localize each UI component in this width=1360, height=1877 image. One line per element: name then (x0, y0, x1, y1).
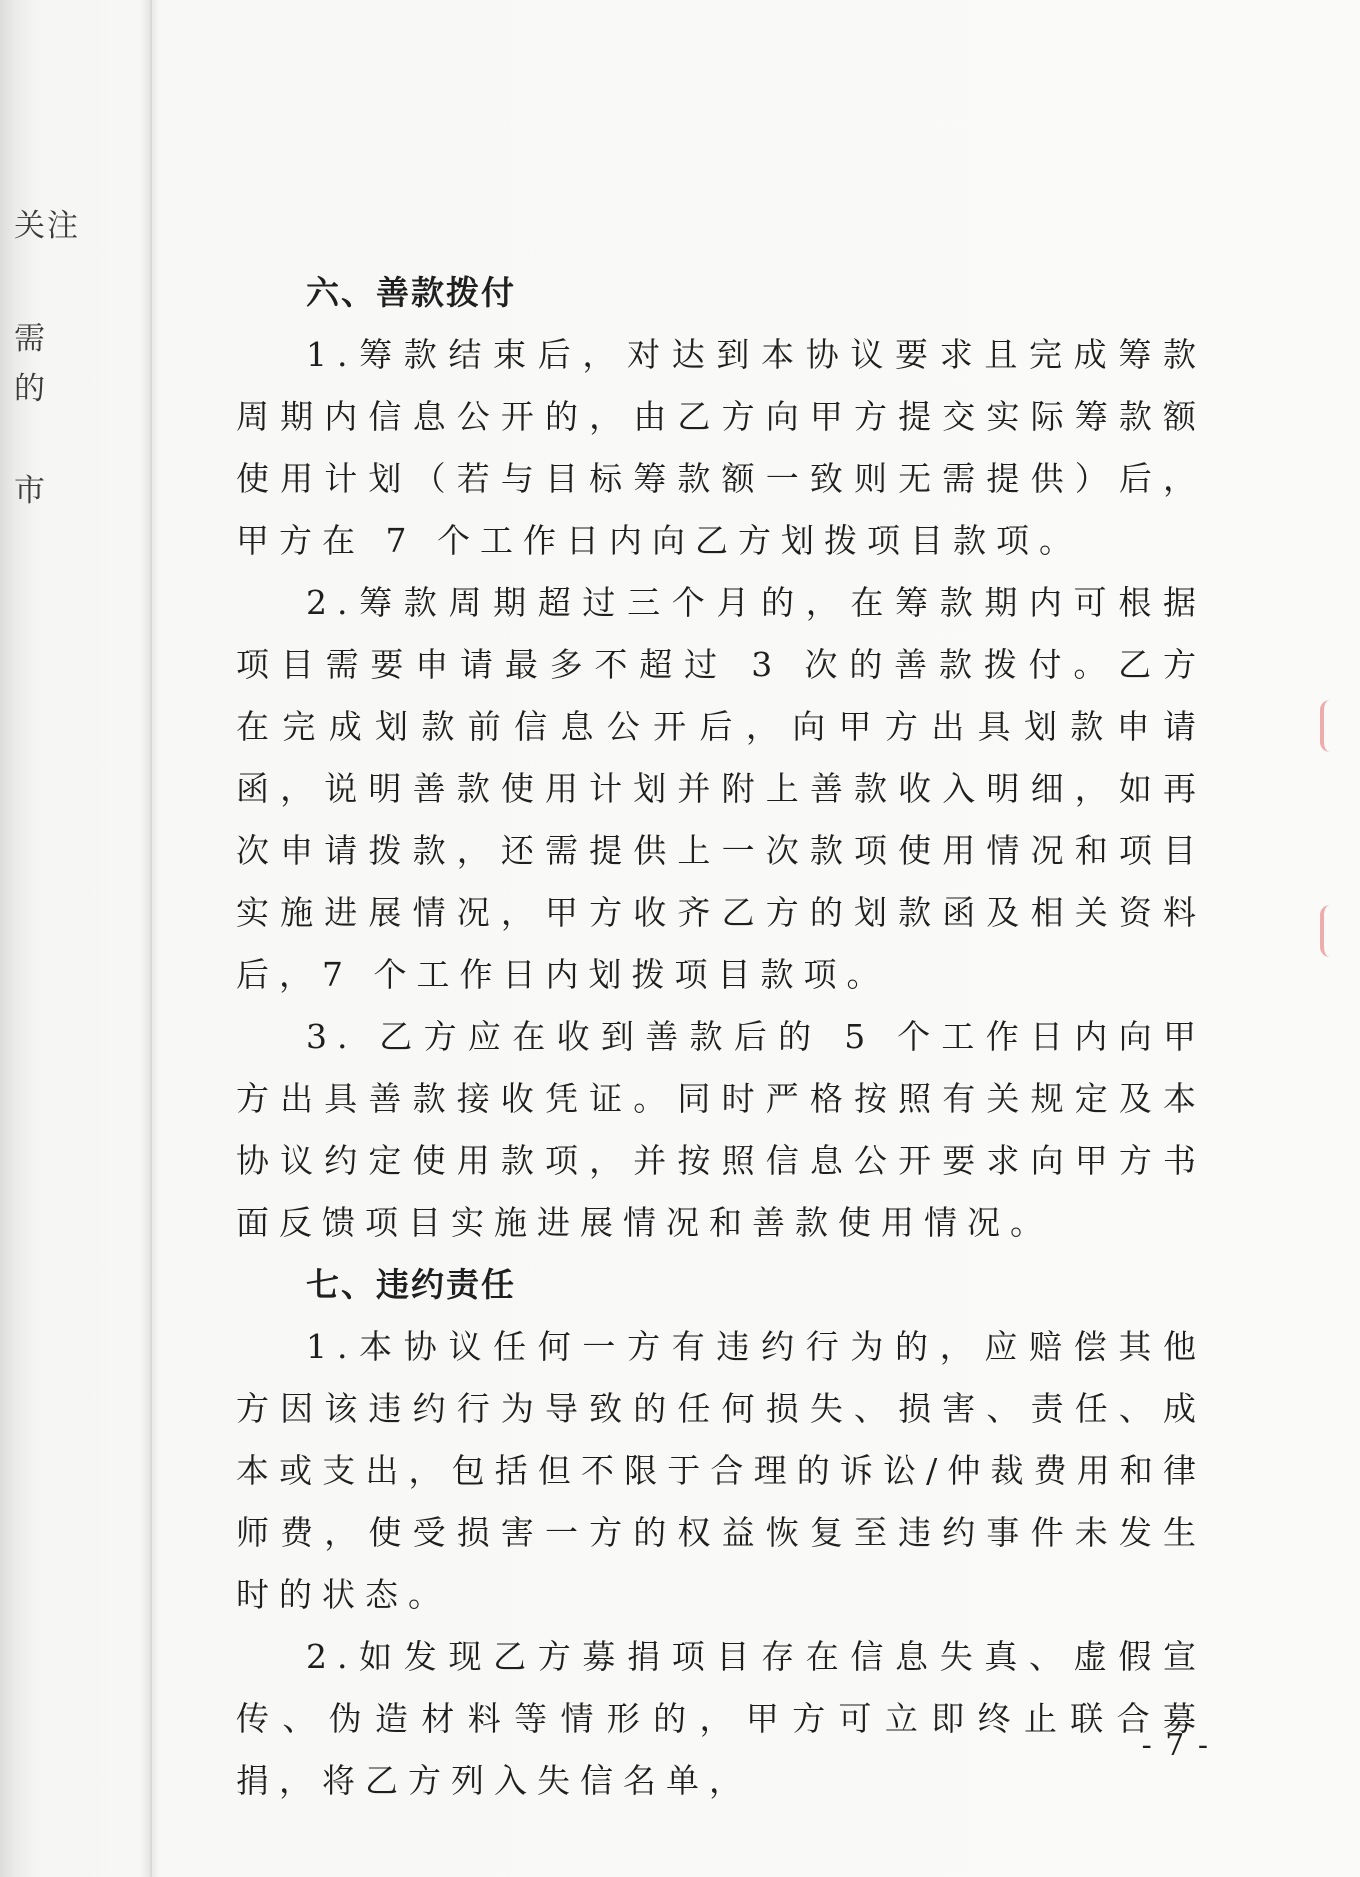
section-6-title: 六、善款拨付 (306, 273, 516, 312)
section-7-paragraph-2: 2.如发现乙方募捐项目存在信息失真、虚假宣传、伪造材料等情形的，甲方可立即终止联合募捐，将乙方列入失信名单， (236, 1637, 1206, 1800)
margin-fragment-3: 的 (14, 371, 47, 407)
document-page (236, 262, 1206, 1812)
section-6-paragraph-2: 2.筹款周期超过三个月的，在筹款期内可根据项目需要申请最多不超过 3 次的善款拨付。乙方在完成划款前信息公开后，向甲方出具划款申请函，说明善款使用计划并附上善款收入明细，如再次申请拨款，还需提供上一次款项使用情况和项目实施进展情况，甲方收齐乙方的划款函及相关资料后，7 个工作日内划拨项目款项。 (236, 583, 1206, 994)
section-6-paragraph-1: 1.筹款结束后，对达到本协议要求且完成筹款周期内信息公开的，由乙方向甲方提交实际筹款额使用计划（若与目标筹款额一致则无需提供）后，甲方在 7 个工作日内向乙方划拨项目款项。 (236, 335, 1206, 560)
page-fold-line (150, 0, 152, 1877)
page-number: - 7 - (1141, 1728, 1210, 1763)
section-7-title: 七、违约责任 (306, 1265, 516, 1304)
section-7-paragraph-1: 1.本协议任何一方有违约行为的，应赔偿其他方因该违约行为导致的任何损失、损害、责任、成本或支出，包括但不限于合理的诉讼/仲裁费用和律师费，使受损害一方的权益恢复至违约事件未发生时的状态。 (236, 1327, 1206, 1614)
margin-fragment-1: 关注 (14, 208, 80, 244)
red-seal-trace-lower (1320, 905, 1352, 957)
section-6-paragraph-3: 3. 乙方应在收到善款后的 5 个工作日内向甲方出具善款接收凭证。同时严格按照有关规定及本协议约定使用款项，并按照信息公开要求向甲方书面反馈项目实施进展情况和善款使用情况。 (236, 1017, 1206, 1242)
red-seal-trace-upper (1320, 700, 1352, 752)
margin-fragment-4: 市 (14, 473, 47, 509)
margin-fragment-2: 需 (14, 321, 47, 357)
